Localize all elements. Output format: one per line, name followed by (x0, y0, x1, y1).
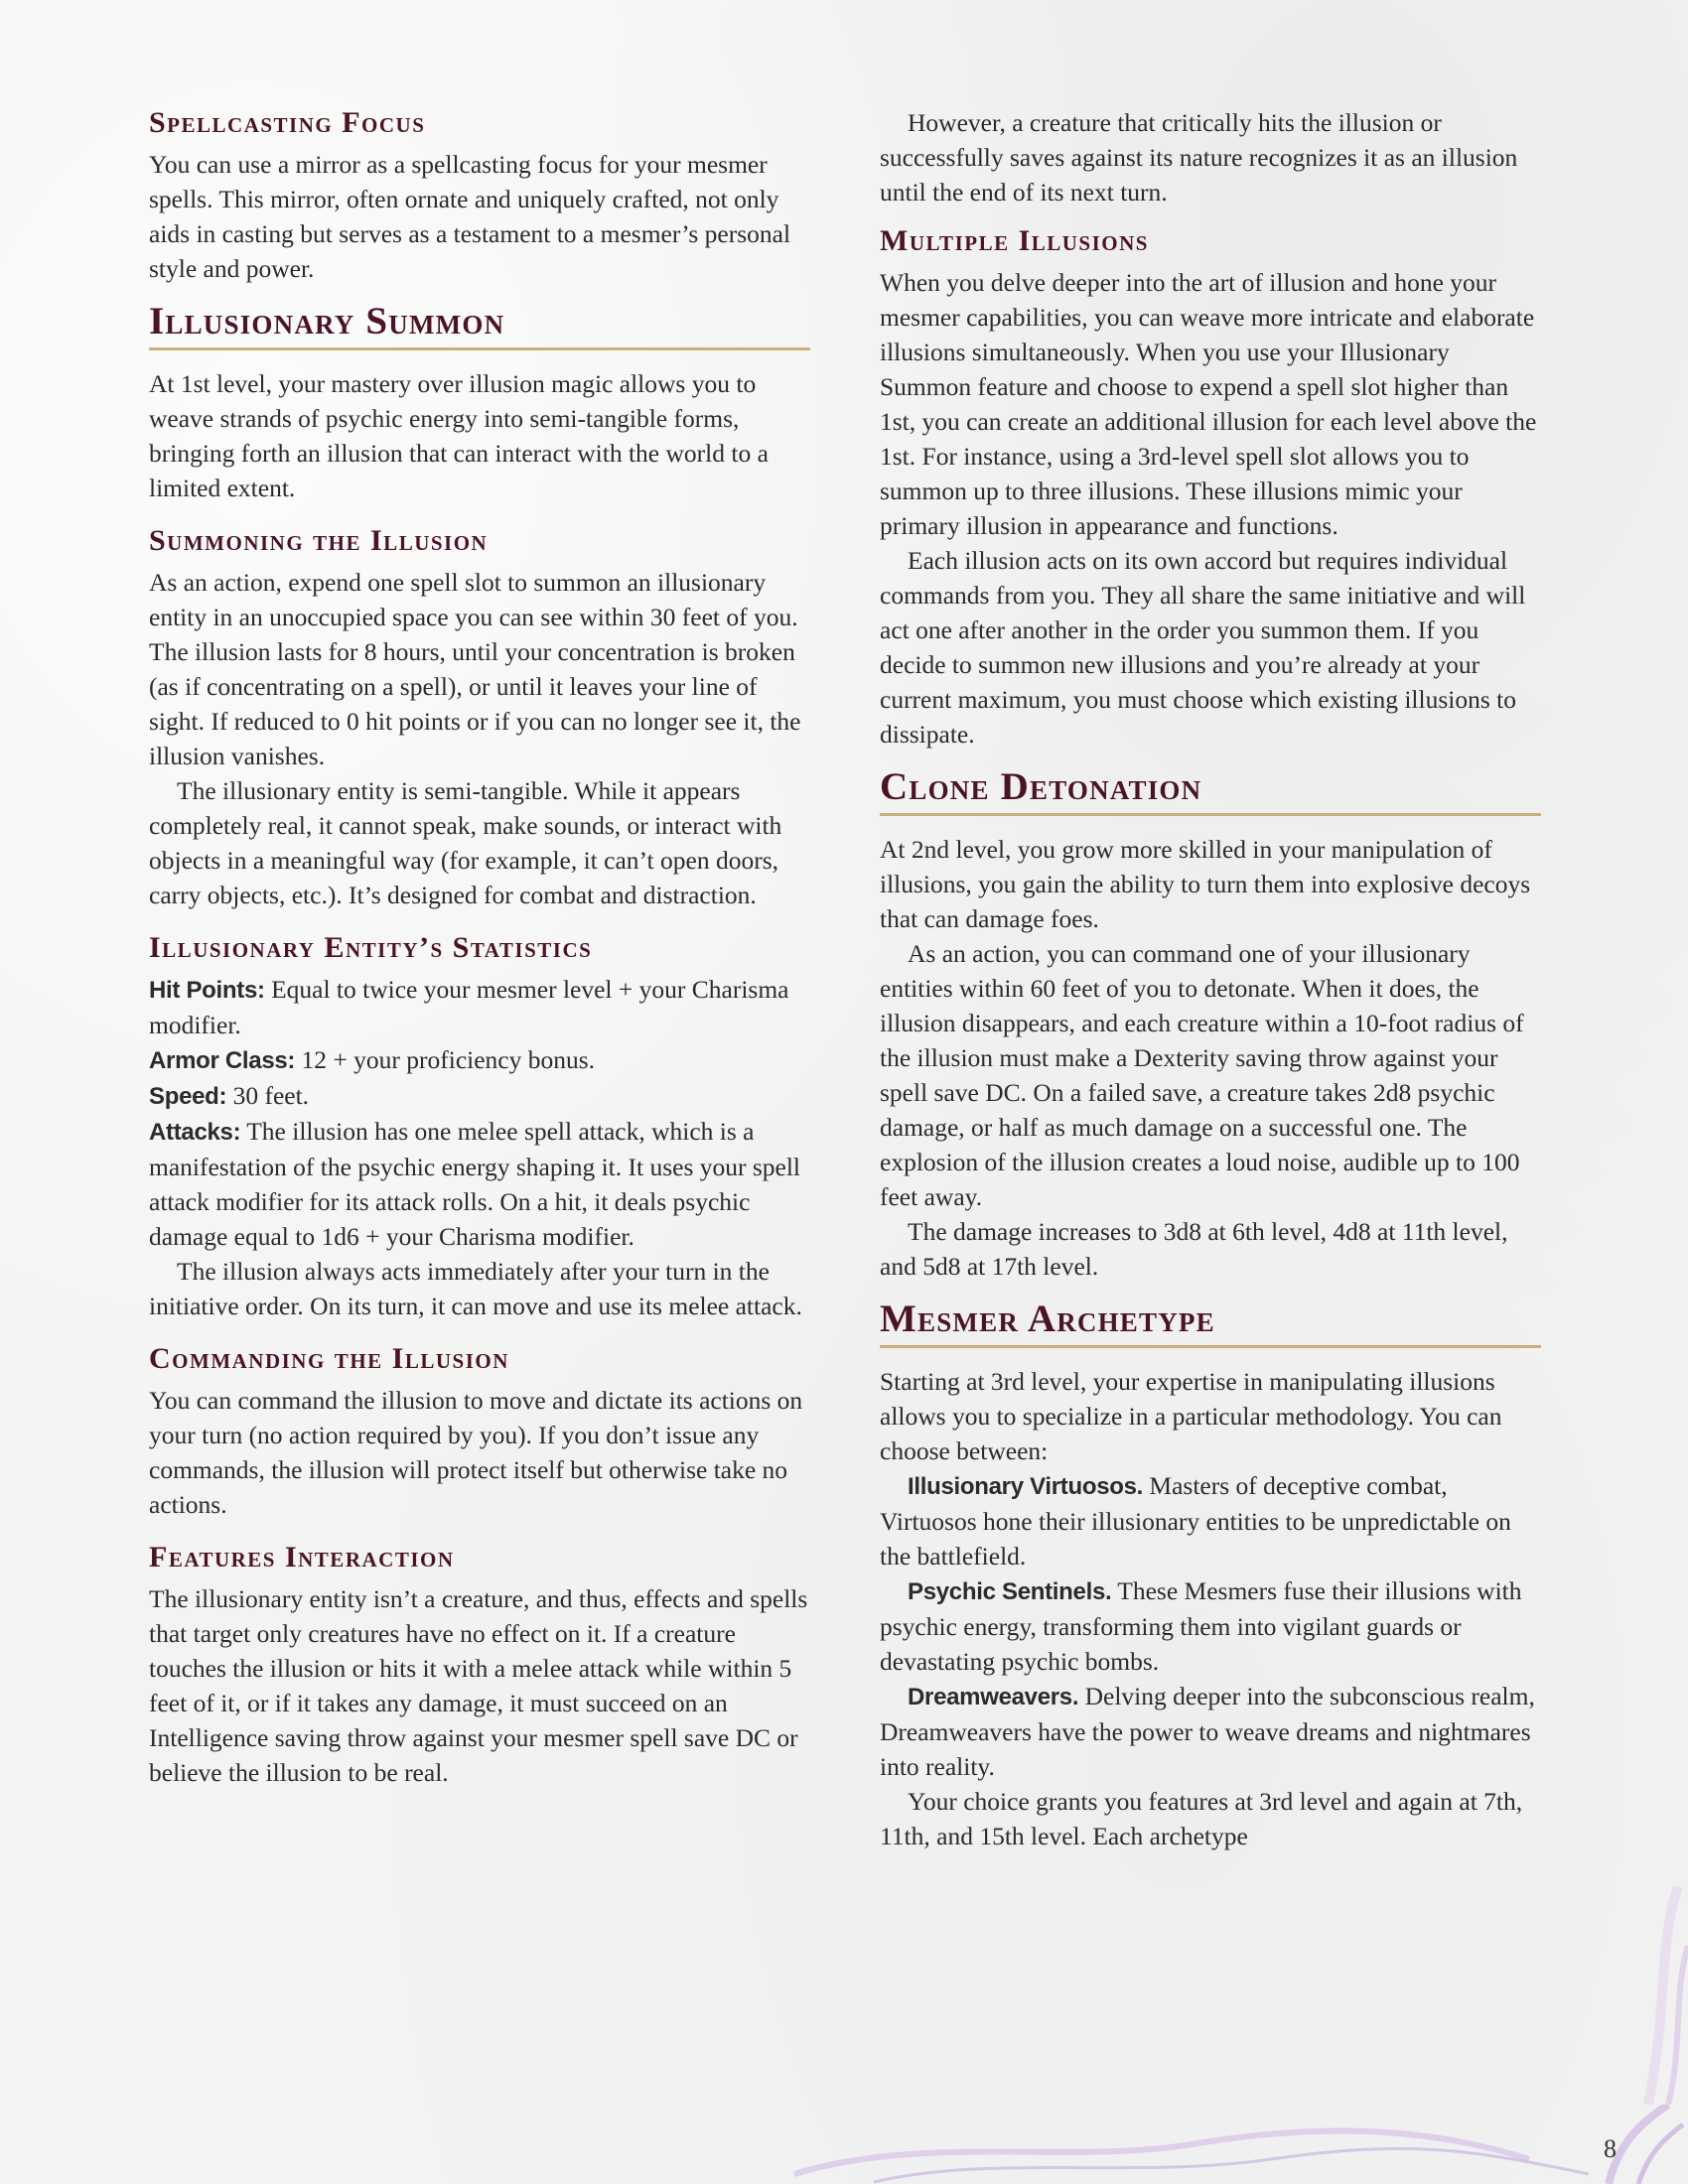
continued-text: However, a creature that critically hits the illusion or successfully saves against its nature recognizes it as an illusion until the end of its next turn. (880, 108, 1518, 206)
stat-armor-class-value: 12 + your proficiency bonus. (295, 1045, 596, 1074)
archetype-dreamweavers-text: Delving deeper into the subconscious realm, Dreamweavers have the power to weave dreams and nightmares into reality. (880, 1682, 1535, 1781)
page-number: 8 (1604, 2134, 1617, 2163)
commanding-text: You can command the illusion to move and dictate its actions on your turn (no action required by you). If you don’t issue any commands, the illusion will protect itself but otherwise take no actions. (149, 1386, 803, 1519)
clone-detonation-paragraph-3: The damage increases to 3d8 at 6th level, 4d8 at 11th level, and 5d8 at 17th level. (880, 1217, 1508, 1281)
stat-speed-value: 30 feet. (226, 1081, 310, 1110)
archetype-virtuosos (880, 1468, 1541, 1573)
stat-armor-class-label: Armor Class: (149, 1047, 296, 1074)
multiple-illusions-paragraph-1: When you delve deeper into the art of illusion and hone your mesmer capabilities, you can weave more intricate and elaborate illusions simultaneously. When you use your Illusionary Summon feature and choose to expend a spell slot higher than 1st, you can create an additional illusion for each level above the 1st. For instance, using a 3rd-level spell slot allows you to summon up to three illusions. These illusions mimic your primary illusion in appearance and functions. (880, 268, 1537, 540)
left-column (149, 105, 810, 1790)
archetype-intro: Starting at 3rd level, your expertise in manipulating illusions allows you to specialize in a particular methodology. You can choose between: (880, 1367, 1502, 1465)
heading-summoning-the-illusion: Summoning the Illusion (149, 524, 489, 557)
stat-hit-points-label: Hit Points: (149, 977, 265, 1004)
archetype-sentinels-label: Psychic Sentinels. (908, 1578, 1112, 1605)
stat-armor-class (149, 1042, 810, 1078)
heading-mesmer-archetype: Mesmer Archetype (880, 1297, 1541, 1348)
heading-entity-statistics: Illusionary Entity’s Statistics (149, 931, 593, 964)
heading-multiple-illusions: Multiple Illusions (880, 224, 1149, 257)
archetype-closing: Your choice grants you features at 3rd level and again at 7th, 11th, and 15th level. Each archetype (880, 1787, 1523, 1850)
stat-hit-points (149, 972, 810, 1042)
features-interaction-text: The illusionary entity isn’t a creature, and thus, effects and spells that target only creatures have no effect on it. If a creature touches the illusion or hits it with a melee attack while within 5 feet of it, or if it takes any damage, it must succeed on an Intelligence saving throw against your mesmer spell save DC or believe the illusion to be real. (149, 1584, 808, 1787)
multiple-illusions-paragraph-2: Each illusion acts on its own accord but requires individual commands from you. They all share the same initiative and will act one after another in the order you summon them. If you decide to summon new illusions and you’re already at your current maximum, you must choose which existing illusions to dissipate. (880, 546, 1526, 749)
heading-clone-detonation: Clone Detonation (880, 765, 1541, 816)
archetype-dreamweavers-label: Dreamweavers. (908, 1684, 1079, 1710)
right-column (880, 105, 1541, 1853)
archetype-virtuosos-label: Illusionary Virtuosos. (908, 1473, 1144, 1500)
summoning-paragraph-2: The illusionary entity is semi-tangible. While it appears completely real, it cannot speak, make sounds, or interact with objects in a meaningful way (for example, it can’t open doors, carry objects, etc.). It’s designed for combat and distraction. (149, 776, 782, 909)
illusionary-summon-text: At 1st level, your mastery over illusion magic allows you to weave strands of psychic energy into semi-tangible forms, bringing forth an illusion that can interact with the world to a limited extent. (149, 369, 769, 502)
stat-attacks (149, 1114, 810, 1254)
archetype-sentinels-text: These Mesmers fuse their illusions with psychic energy, transforming them into vigilant guards or devastating psychic bombs. (880, 1576, 1522, 1676)
clone-detonation-paragraph-2: As an action, you can command one of your illusionary entities within 60 feet of you to detonate. When it does, the illusion disappears, and each creature within a 10-foot radius of the illusion must make a Dexterity saving throw against your spell save DC. On a failed save, a creature takes 2d8 psychic damage, or half as much damage on a successful one. The explosion of the illusion creates a loud noise, audible up to 100 feet away. (880, 939, 1524, 1211)
heading-illusionary-summon: Illusionary Summon (149, 300, 810, 350)
stat-attacks-value: The illusion has one melee spell attack, which is a manifestation of the psychic energy shaping it. It uses your spell attack modifier for its attack rolls. On a hit, it deals psychic damage equal to 1d6 + your Charisma modifier. (149, 1117, 801, 1251)
stat-attacks-label: Attacks: (149, 1119, 241, 1146)
archetype-sentinels (880, 1573, 1541, 1679)
clone-detonation-paragraph-1: At 2nd level, you grow more skilled in your manipulation of illusions, you gain the ability to turn them into explosive decoys that can damage foes. (880, 835, 1531, 933)
archetype-virtuosos-text: Masters of deceptive combat, Virtuosos hone their illusionary entities to be unpredictable on the battlefield. (880, 1471, 1511, 1570)
stat-hit-points-value: Equal to twice your mesmer level + your Charisma modifier. (149, 975, 789, 1039)
stats-after-paragraph: The illusion always acts immediately after your turn in the initiative order. On its turn, it can move and use its melee attack. (149, 1257, 802, 1320)
heading-features-interaction: Features Interaction (149, 1541, 455, 1573)
spellcasting-focus-text: You can use a mirror as a spellcasting focus for your mesmer spells. This mirror, often ornate and uniquely crafted, not only aids in casting but serves as a testament to a mesmer’s personal style and power. (149, 150, 791, 283)
heading-commanding-the-illusion: Commanding the Illusion (149, 1342, 509, 1375)
archetype-dreamweavers (880, 1679, 1541, 1784)
heading-spellcasting-focus: Spellcasting Focus (149, 106, 426, 139)
stat-speed-label: Speed: (149, 1083, 227, 1110)
summoning-paragraph-1: As an action, expend one spell slot to summon an illusionary entity in an unoccupied space you can see within 30 feet of you. The illusion lasts for 8 hours, until your concentration is broken (as if concentrating on a spell), or until it leaves your line of sight. If reduced to 0 hit points or if you can no longer see it, the illusion vanishes. (149, 568, 801, 770)
stat-speed (149, 1078, 810, 1114)
